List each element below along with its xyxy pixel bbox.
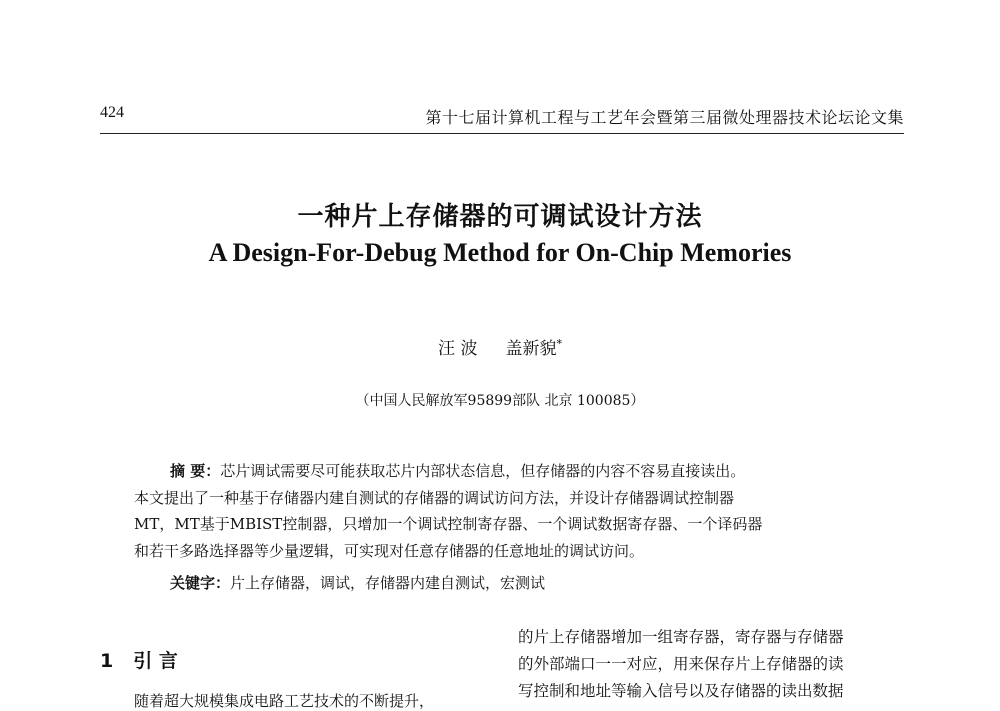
abstract-line: 和若干多路选择器等少量逻辑，可实现对任意存储器的任意地址的调试访问。 (134, 541, 645, 560)
header-divider (100, 133, 904, 134)
affiliation: （中国人民解放军95899部队 北京 100085） (355, 393, 645, 409)
corresponding-author-mark: * (556, 337, 562, 351)
abstract-line (134, 458, 870, 485)
running-header (100, 104, 904, 130)
author-1: 汪 波 (438, 339, 478, 359)
keywords (170, 572, 545, 593)
section-title: 引 言 (133, 650, 178, 672)
page-number: 424 (100, 104, 124, 121)
author-2: 盖新貌 (505, 339, 557, 359)
paragraph-line: 写控制和地址等输入信号以及存储器的读出数据 (518, 682, 844, 700)
paragraph-line: 的片上存储器增加一组寄存器，寄存器与存储器 (518, 628, 844, 646)
abstract (134, 458, 870, 564)
body-text-right-column (518, 624, 908, 705)
paper-title-chinese: 一种片上存储器的可调试设计方法 (297, 202, 703, 232)
abstract-text: 芯片调试需要尽可能获取芯片内部状态信息，但存储器的内容不容易直接读出。 (220, 462, 746, 480)
abstract-label: 摘 要： (170, 462, 221, 480)
section-heading (100, 646, 178, 673)
section-number: 1 (100, 650, 114, 672)
paper-title-english: A Design-For-Debug Method for On-Chip Memories (208, 238, 792, 267)
keywords-label: 关键字： (170, 574, 231, 592)
body-text-left-column: 随着超大规模集成电路工艺技术的不断提升， (134, 692, 435, 710)
authors-line (0, 334, 1000, 359)
abstract-line: MT，MT基于MBIST控制器，只增加一个调试控制寄存器、一个调试数据寄存器、一个译码器 (134, 515, 763, 533)
paragraph-line: 的外部端口一一对应，用来保存片上存储器的读 (518, 655, 844, 673)
keywords-text: 片上存储器，调试，存储器内建自测试，宏测试 (230, 574, 546, 592)
abstract-line: 本文提出了一种基于存储器内建自测试的存储器的调试访问方法，并设计存储器调试控制器 (134, 488, 735, 507)
proceedings-title: 第十七届计算机工程与工艺年会暨第三届微处理器技术论坛论文集 (425, 108, 904, 127)
